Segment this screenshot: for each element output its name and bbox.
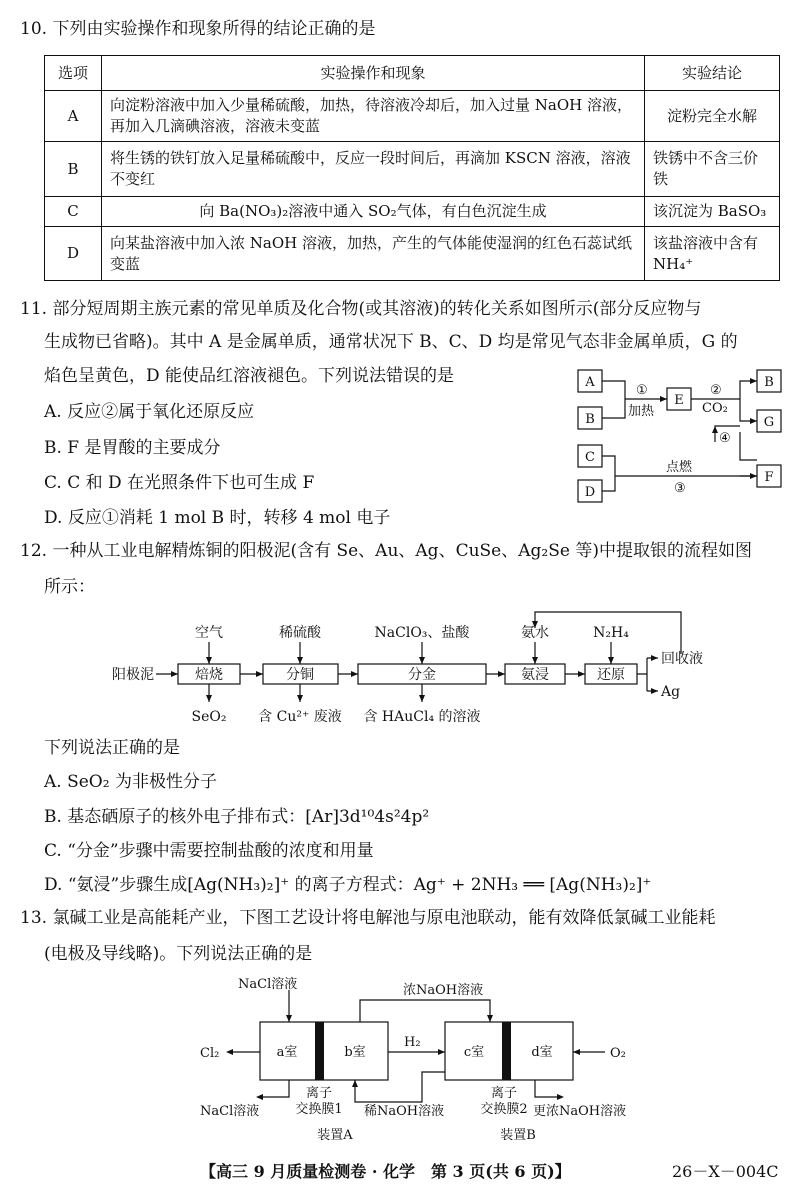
col-conclusion: 实验结论 [645, 56, 780, 91]
label-conc-naoh: 浓NaOH溶液 [403, 983, 484, 998]
q11-transform-diagram [570, 360, 790, 510]
q12-flow-diagram [110, 604, 730, 729]
room-b-label: b室 [344, 1045, 366, 1060]
label-nacl-out: NaCl溶液 [200, 1104, 260, 1119]
step-reduce-label: 还原 [597, 667, 625, 683]
row-operation: 向 Ba(NO₃)₂溶液中通入 SO₂气体，有白色沉淀生成 [102, 197, 645, 227]
q10-table [44, 55, 780, 281]
label-heat: 加热 [628, 404, 655, 419]
q12-stem-2: 所示： [44, 577, 95, 597]
q12-option-c: C. “分金”步骤中需要控制盐酸的浓度和用量 [44, 841, 374, 861]
label-cl2: Cl₂ [200, 1046, 220, 1061]
label-more-conc-naoh: 更浓NaOH溶液 [533, 1104, 627, 1119]
step-roast-label: 焙烧 [195, 667, 223, 683]
table-row [45, 91, 780, 142]
label-r4: ④ [719, 431, 731, 446]
label-co2: CO₂ [702, 401, 728, 416]
row-conclusion: 淀粉完全水解 [645, 91, 780, 142]
q10-stem: 10. 下列由实验操作和现象所得的结论正确的是 [20, 19, 376, 39]
box-b2-label: B [764, 375, 774, 390]
label-dilute-naoh: 稀NaOH溶液 [364, 1104, 445, 1119]
box-b-label: B [585, 412, 595, 427]
room-c-label: c室 [463, 1045, 485, 1060]
q13-stem-2: (电极及导线略)。下列说法正确的是 [44, 944, 313, 964]
row-option: D [45, 227, 102, 281]
q13-cell-diagram [190, 972, 650, 1150]
row-option: A [45, 91, 102, 142]
table-row [45, 227, 780, 281]
box-g-label: G [763, 415, 775, 430]
table-row [45, 142, 780, 197]
q11-option-a: A. 反应②属于氧化还原反应 [44, 402, 255, 422]
output-cu: 含 Cu²⁺ 废液 [258, 709, 342, 725]
q12-ask: 下列说法正确的是 [44, 738, 180, 758]
step-gold-label: 分金 [408, 667, 436, 683]
table-row [45, 197, 780, 227]
label-r2: ② [710, 383, 722, 398]
col-operation: 实验操作和现象 [102, 56, 645, 91]
q12-option-a: A. SeO₂ 为非极性分子 [44, 772, 217, 792]
box-c-label: C [585, 450, 595, 465]
membrane-2 [502, 1022, 511, 1080]
input-acid: 稀硫酸 [279, 625, 321, 641]
table-header-row [45, 56, 780, 91]
membrane-1-label-2: 交换膜1 [295, 1102, 343, 1117]
input-naclo3: NaClO₃、盐酸 [374, 625, 470, 641]
row-operation: 将生锈的铁钉放入足量稀硫酸中，反应一段时间后，再滴加 KSCN 溶液，溶液不变红 [102, 142, 645, 197]
box-d-label: D [584, 485, 596, 500]
q12-option-b: B. 基态硒原子的核外电子排布式：[Ar]3d¹⁰4s²4p² [44, 807, 430, 827]
q11-option-d: D. 反应①消耗 1 mol B 时，转移 4 mol 电子 [44, 508, 391, 528]
row-conclusion: 该盐溶液中含有 NH₄⁺ [645, 227, 780, 281]
row-conclusion: 该沉淀为 BaSO₃ [645, 197, 780, 227]
step-copper-label: 分铜 [286, 667, 314, 683]
q12-option-d: D. “氨浸”步骤生成[Ag(NH₃)₂]⁺ 的离子方程式：Ag⁺ + 2NH₃ ══ [Ag(NH₃)₂]⁺ [44, 875, 652, 895]
q12-stem-1: 12. 一种从工业电解精炼铜的阳极泥(含有 Se、Au、Ag、CuSe、Ag₂Se 等)中提取银的流程如图 [20, 541, 752, 561]
membrane-2-label-2: 交换膜2 [480, 1102, 528, 1117]
flow-product: Ag [661, 684, 681, 700]
row-option: B [45, 142, 102, 197]
box-a-label: A [585, 375, 595, 390]
page-footer: 【高三 9 月质量检测卷 · 化学 第 3 页(共 6 页)】 [200, 1162, 571, 1181]
q11-option-b: B. F 是胃酸的主要成分 [44, 438, 221, 458]
output-haucl4: 含 HAuCl₄ 的溶液 [363, 709, 481, 725]
room-d-label: d室 [531, 1045, 553, 1060]
input-ammonia: 氨水 [521, 625, 549, 641]
q11-stem-1: 11. 部分短周期主族元素的常见单质及化合物(或其溶液)的转化关系如图所示(部分反应物与 [20, 299, 702, 319]
label-h2: H₂ [404, 1035, 421, 1050]
q13-stem-1: 13. 氯碱工业是高能耗产业，下图工艺设计将电解池与原电池联动，能有效降低氯碱工业能耗 [20, 908, 716, 928]
row-operation: 向淀粉溶液中加入少量稀硫酸，加热，待溶液冷却后，加入过量 NaOH 溶液，再加入几滴碘溶液，溶液未变蓝 [102, 91, 645, 142]
q11-stem-2: 生成物已省略)。其中 A 是金属单质，通常状况下 B、C、D 均是常见气态非金属单质，G 的 [44, 332, 738, 352]
paper-code: 26－X－004C [672, 1162, 779, 1181]
membrane-2-label-1: 离子 [490, 1086, 518, 1101]
device-b-label: 装置B [500, 1128, 536, 1143]
label-nacl-in: NaCl溶液 [238, 977, 298, 992]
row-conclusion: 铁锈中不含三价铁 [645, 142, 780, 197]
input-air: 空气 [195, 625, 223, 641]
label-o2: O₂ [610, 1046, 626, 1061]
input-n2h4: N₂H₄ [593, 625, 629, 641]
flow-start: 阳极泥 [112, 667, 154, 683]
box-e-label: E [674, 393, 684, 408]
output-seo2: SeO₂ [191, 709, 227, 725]
label-ignite: 点燃 [666, 460, 693, 475]
step-ammonia-label: 氨浸 [521, 667, 549, 683]
box-f-label: F [764, 470, 774, 485]
label-r1: ① [636, 383, 648, 398]
row-operation: 向某盐溶液中加入浓 NaOH 溶液，加热，产生的气体能使湿润的红色石蕊试纸变蓝 [102, 227, 645, 281]
flow-recycle: 回收液 [661, 651, 703, 667]
room-a-label: a室 [276, 1045, 298, 1060]
membrane-1 [315, 1022, 324, 1080]
device-a-label: 装置A [317, 1128, 353, 1143]
col-option: 选项 [45, 56, 102, 91]
label-r3: ③ [674, 481, 686, 496]
row-option: C [45, 197, 102, 227]
q11-stem-3: 焰色呈黄色，D 能使品红溶液褪色。下列说法错误的是 [44, 366, 455, 386]
q11-option-c: C. C 和 D 在光照条件下也可生成 F [44, 473, 315, 493]
membrane-1-label-1: 离子 [305, 1086, 333, 1101]
